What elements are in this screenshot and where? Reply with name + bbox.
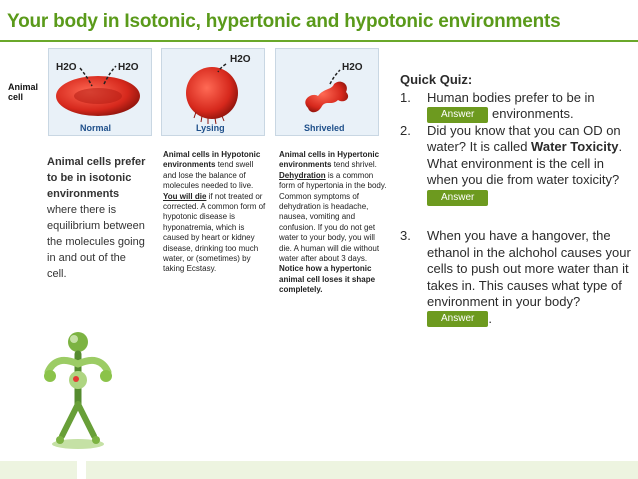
answer-button-2[interactable]: Answer [427,190,488,206]
normal-water-out: H2O [118,62,139,73]
hypotonic-paragraph: Animal cells in Hypotonic environments tend swell and lose the balance of molecules needed to live. You will die if not treated or corrected. A common form of hypotonic disease is hyponatremia, which is caused by heart or kidney disease, drinking too much water, or (sometimes) by taking Ecstasy. [163,150,266,274]
lysing-water: H2O [230,54,251,65]
quiz-question-2: 2. Did you know that you can OD on water? It is called Water Toxicity. What environment is the cell in when you die from water toxicity? Answer [400,123,632,207]
shriveled-caption: Shriveled [304,123,345,133]
footer-bar-right [86,461,638,479]
normal-cell-icon [56,76,140,116]
quiz-question-1: 1. Human bodies prefer to be in Answer environments. [400,89,595,121]
hypertonic-paragraph: Animal cells in Hypertonic environments tend shrivel. Dehydration is a common form of hypertonia in the body. Common symptoms of dehydration is headache, nausea, vomiting and confusion. If you do not get water to your body, you will die. A human will die without water after about 3 days. Notice how a hypertonic animal cell loses it shape completely. [279,150,387,295]
quick-quiz [400,72,632,327]
animal-cell-label: Animal cell [8,82,39,102]
healthy-salad-person-icon [38,324,118,452]
footer-bar-left [0,461,77,479]
lysing-caption: Lysing [196,123,225,133]
answer-button-1[interactable]: Answer [427,107,488,123]
quiz-heading: Quick Quiz: [400,72,473,87]
lysing-cell-icon [186,67,238,124]
normal-caption: Normal [80,123,112,133]
isotonic-paragraph: Animal cells prefer to be in isotonic environments where there is equilibrium between the molecules going in and out of the cell. [47,156,146,280]
shriveled-cell-icon [305,82,348,113]
answer-button-3[interactable]: Answer [427,311,488,327]
quiz-question-3: 3. When you have a hangover, the ethanol in the alchohol causes your cells to push out more water than it takes in. This causes what type of environment in your body? Answer . [400,228,631,326]
page-title: Your body in Isotonic, hypertonic and hypotonic environments [7,11,561,32]
normal-water-in: H2O [56,62,77,73]
shriveled-water: H2O [342,62,363,73]
